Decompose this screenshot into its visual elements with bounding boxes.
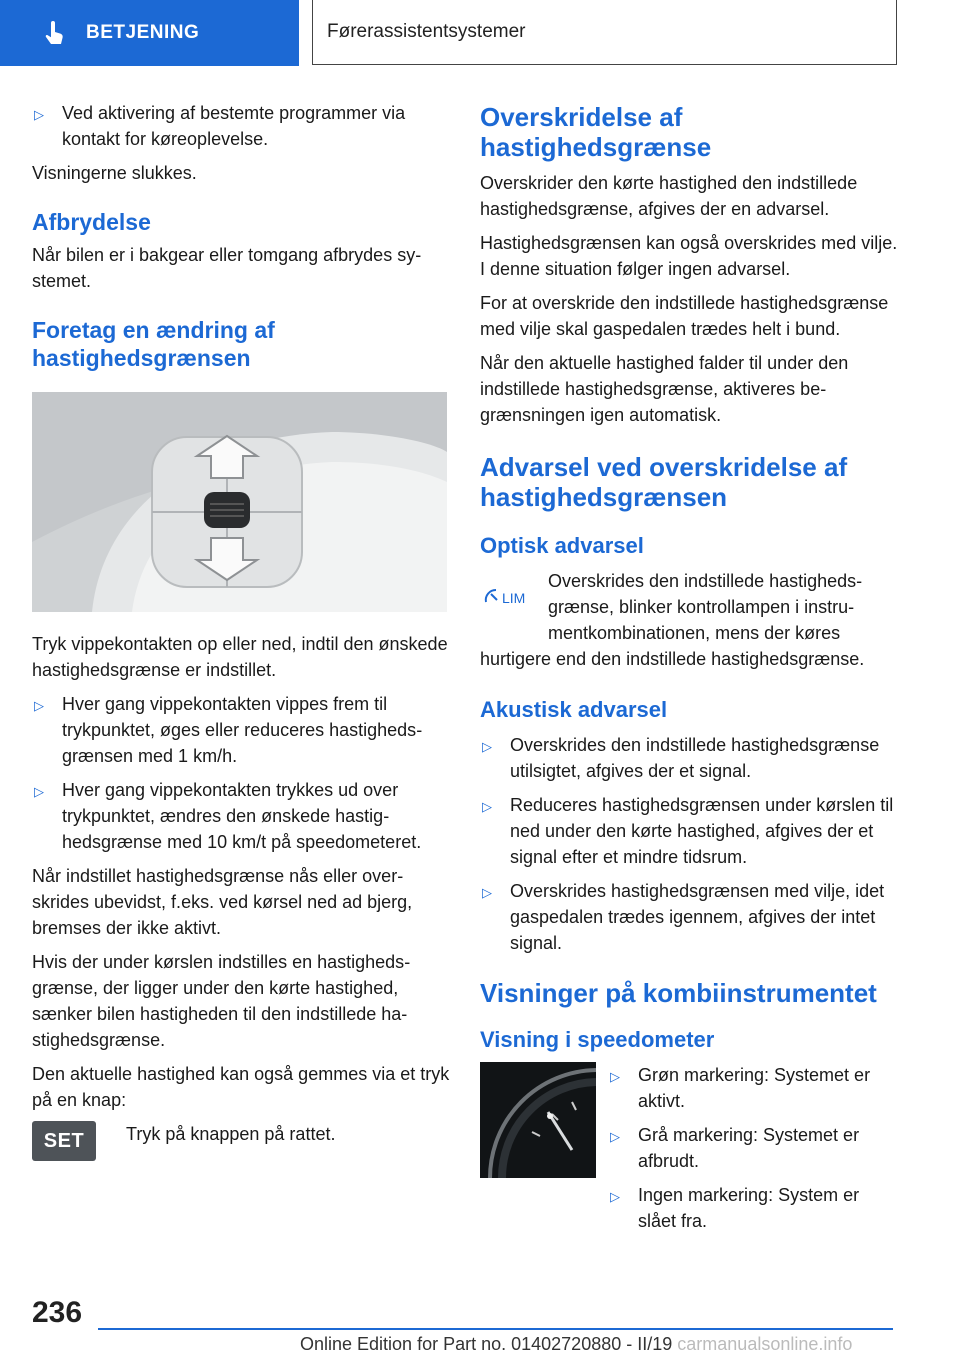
- heading-afbrydelse: Afbrydelse: [32, 209, 151, 235]
- list-item: ▷ Hver gang vippekontakten vippes frem til trykpunktet, øges eller reduceres hastighedsgrænsen med 1 km/h.: [32, 691, 450, 769]
- heading-visninger: Visninger på kombiinstrumentet: [480, 978, 877, 1008]
- watermark: carmanualsonline.info: [677, 1334, 853, 1354]
- triangle-bullet-icon: ▷: [482, 885, 492, 900]
- footer-divider: [98, 1328, 893, 1330]
- list-item: ▷ Grøn markering: Systemet er aktivt.: [608, 1062, 898, 1114]
- left-column: [32, 100, 450, 1161]
- lim-label: LIM: [502, 590, 526, 606]
- chapter-title: Førerassistentsystemer: [327, 21, 526, 42]
- heading-optisk: Optisk advarsel: [480, 533, 644, 558]
- triangle-bullet-icon: ▷: [482, 739, 492, 754]
- triangle-bullet-icon: ▷: [482, 799, 492, 814]
- heading-overskridelse: Overskridelse af hastighedsgrænse: [480, 102, 712, 162]
- paragraph: For at overskride den indstillede hastighedsgrænse med vilje skal gaspedalen trædes helt i bund.: [480, 293, 889, 339]
- triangle-bullet-icon: ▷: [610, 1189, 620, 1204]
- paragraph: Tryk vippekontakten op eller ned, indtil den ønskede hastighedsgrænse er indstillet.: [32, 634, 448, 680]
- paragraph: Tryk på knappen på rattet.: [126, 1124, 336, 1144]
- speedometer-figure: [480, 1062, 596, 1178]
- paragraph: Når den aktuelle hastighed falder til under den indstillede hastighedsgrænse, aktiveres begrænsningen igen automatisk.: [480, 353, 849, 425]
- speedometer-row: [480, 1062, 898, 1242]
- paragraph: Hvis der under kørslen indstilles en hastighedsgrænse, der ligger under den kørte hastighed, sænker bilen hastigheden til den indstillede hastighedsgrænse.: [32, 952, 411, 1050]
- hand-touch-icon: [40, 19, 68, 47]
- list-item: ▷ Grå markering: Systemet er afbrudt.: [608, 1122, 898, 1174]
- page-number: 236: [32, 1296, 83, 1329]
- heading-foretag: Foretag en ændring af hastighedsgrænsen: [32, 317, 275, 371]
- heading-speedometer: Visning i speedometer: [480, 1027, 715, 1052]
- right-column: [480, 100, 898, 1242]
- paragraph: hurtigere end den indstillede hastighedsgrænse.: [480, 649, 865, 669]
- triangle-bullet-icon: ▷: [34, 698, 44, 713]
- triangle-bullet-icon: ▷: [610, 1129, 620, 1144]
- heading-advarsel: Advarsel ved overskridelse af hastighedsgrænsen: [480, 452, 848, 512]
- paragraph: Når indstillet hastighedsgrænse nås eller overskrides ubevidst, f.eks. ved kørsel ned ad bjerg, bremses der ikke aktivt.: [32, 866, 413, 938]
- triangle-bullet-icon: ▷: [610, 1069, 620, 1084]
- paragraph: Den aktuelle hastighed kan også gemmes via et tryk på en knap:: [32, 1064, 450, 1110]
- list-item: ▷ Ingen markering: System er slået fra.: [608, 1182, 898, 1234]
- speedometer-list: [608, 1062, 898, 1242]
- paragraph: Overskrider den kørte hastighed den indstillede hastighedsgrænse, afgives der en advarsel.: [480, 173, 858, 219]
- triangle-bullet-icon: ▷: [34, 784, 44, 799]
- list-item: ▷ Overskrides den indstillede hastighedsgrænse utilsigtet, afgives der et signal.: [480, 732, 898, 784]
- triangle-bullet-icon: ▷: [34, 107, 44, 122]
- footer-edition: Online Edition for Part no. 01402720880 - II/19 carmanualsonline.info: [300, 1334, 853, 1354]
- paragraph: Overskrides den indstillede hastighedsgrænse, blinker kontrollampen i instrumentkombinationen, mens der køres: [548, 571, 863, 643]
- set-button-icon: SET: [32, 1121, 96, 1161]
- speed-limit-indicator-icon: [480, 568, 538, 624]
- heading-akustisk: Akustisk advarsel: [480, 697, 668, 722]
- list-item: ▷ Ved aktivering af bestemte programmer via kontakt for køreoplevelse.: [32, 100, 450, 152]
- section-tab: [0, 0, 299, 66]
- list-item: ▷ Hver gang vippekontakten trykkes ud over trykpunktet, ændres den ønskede hastighedsgrænse med 10 km/t på speedometeret.: [32, 777, 450, 855]
- list-item: ▷ Reduceres hastighedsgrænsen under kørslen til ned under den kørte hastighed, afgives der et signal efter et mindre tidsrum.: [480, 792, 898, 870]
- paragraph: Hastighedsgrænsen kan også overskrides med vilje. I denne situation følger ingen advarsel.: [480, 233, 898, 279]
- steering-wheel-switch-figure: [32, 392, 447, 612]
- paragraph: Når bilen er i bakgear eller tomgang afbrydes systemet.: [32, 245, 422, 291]
- chapter-header: [312, 0, 897, 65]
- section-label: BETJENING: [86, 22, 200, 43]
- set-button-row: [32, 1121, 450, 1161]
- list-item: ▷ Overskrides hastighedsgrænsen med vilje, idet gaspedalen trædes igennem, afgives der intet signal.: [480, 878, 898, 956]
- lim-warning-row: [480, 568, 898, 646]
- paragraph: Visningerne slukkes.: [32, 163, 197, 183]
